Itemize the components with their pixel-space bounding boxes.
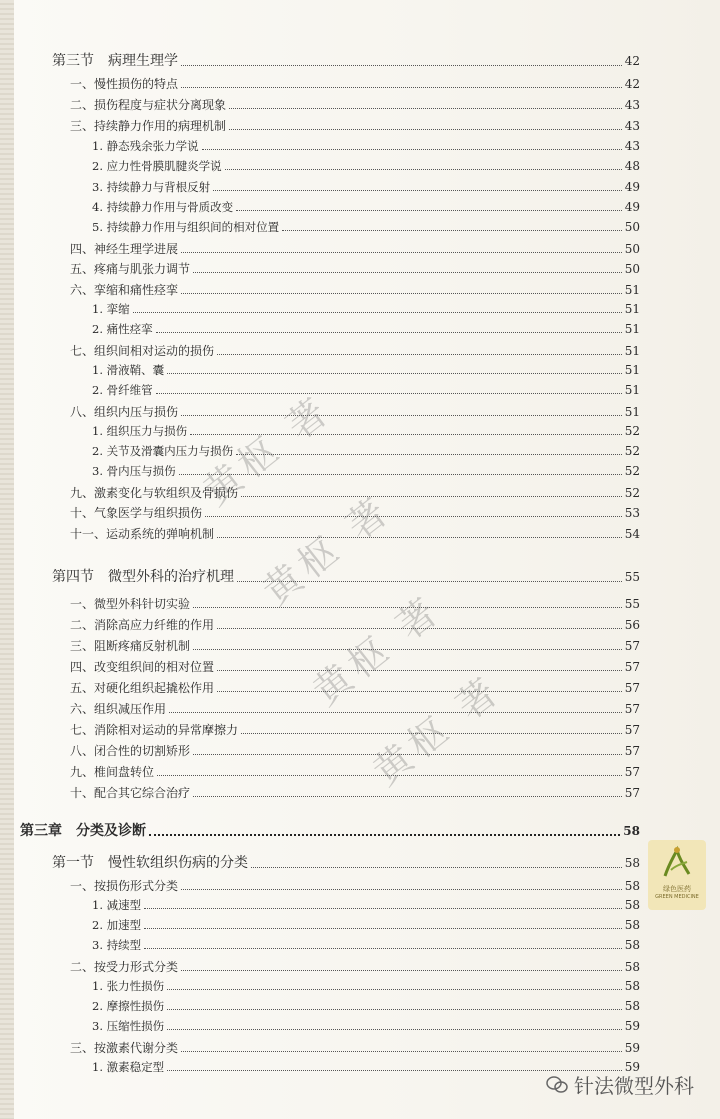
toc-entry-title: 2. 骨纤维管 <box>92 383 153 397</box>
toc-entry-title: 1. 静态残余张力学说 <box>92 139 199 153</box>
toc-entry-title: 七、组织间相对运动的损伤 <box>70 344 215 358</box>
wechat-icon <box>546 1076 568 1094</box>
toc-item-entry <box>92 917 640 933</box>
toc-entry-title: 2. 关节及滑囊内压力与损伤 <box>92 444 234 458</box>
toc-page-number: 55 <box>624 570 640 584</box>
toc-section-entry <box>52 852 640 872</box>
toc-page-number: 52 <box>624 424 640 438</box>
dot-leader <box>181 64 622 66</box>
toc-page-number: 52 <box>624 464 640 478</box>
toc-page-number: 49 <box>624 180 640 194</box>
toc-entry-title: 1. 滑液鞘、囊 <box>92 363 165 377</box>
toc-entry-title: 三、按激素代谢分类 <box>70 1041 179 1055</box>
toc-entry-title: 第三章 分类及诊断 <box>20 823 146 839</box>
dot-leader <box>217 353 622 355</box>
watermark: 黄枢 著 <box>304 586 450 714</box>
dot-leader <box>144 907 622 909</box>
dot-leader <box>241 495 622 497</box>
watermark: 黄枢 著 <box>364 666 510 794</box>
toc-item-entry <box>70 1039 640 1056</box>
toc-item-entry <box>70 240 640 257</box>
toc-page-number: 50 <box>624 242 640 256</box>
toc-entry-title: 3. 持续型 <box>92 938 142 952</box>
toc-item-entry <box>92 937 640 953</box>
toc-entry-title: 1. 组织压力与损伤 <box>92 424 188 438</box>
toc-entry-title: 八、闭合性的切割矫形 <box>70 744 191 758</box>
toc-entry-title: 二、按受力形式分类 <box>70 960 179 974</box>
toc-item-entry <box>70 595 640 612</box>
dot-leader <box>193 795 622 797</box>
toc-item-entry <box>70 958 640 975</box>
toc-entry-title: 3. 骨内压与损伤 <box>92 464 176 478</box>
toc-page-number: 58 <box>624 938 640 952</box>
toc-page-number: 58 <box>623 824 640 838</box>
dot-leader <box>181 888 622 890</box>
toc-entry-title: 一、慢性损伤的特点 <box>70 77 179 91</box>
toc-page-number: 49 <box>624 200 640 214</box>
toc-entry-title: 2. 痛性痉挛 <box>92 322 153 336</box>
toc-entry-title: 三、阻断疼痛反射机制 <box>70 639 191 653</box>
footer-label: 针法微型外科 <box>574 1074 694 1098</box>
toc-page-number: 52 <box>624 444 640 458</box>
dot-leader <box>236 209 622 211</box>
toc-entry-title: 1. 激素稳定型 <box>92 1060 165 1074</box>
logo-text: 绿色医药 <box>663 885 691 893</box>
toc-page-number: 58 <box>624 999 640 1013</box>
toc-page-number: 59 <box>624 1041 640 1055</box>
toc-entry-title: 1. 减速型 <box>92 898 142 912</box>
dot-leader <box>144 947 622 949</box>
dot-leader <box>156 331 622 333</box>
toc-page-number: 57 <box>624 723 640 737</box>
toc-item-entry <box>92 998 640 1014</box>
dot-leader <box>213 189 622 191</box>
toc-page-number: 57 <box>624 702 640 716</box>
toc-item-entry <box>92 463 640 479</box>
toc-item-entry <box>92 362 640 378</box>
toc-entry-title: 2. 加速型 <box>92 918 142 932</box>
toc-entry-title: 1. 张力性损伤 <box>92 979 165 993</box>
toc-entry-title: 第一节 慢性软组织伤病的分类 <box>52 855 248 871</box>
leaf-logo-icon <box>657 844 697 884</box>
toc-page-number: 59 <box>624 1019 640 1033</box>
dot-leader <box>181 251 622 253</box>
toc-entry-title: 二、消除高应力纤维的作用 <box>70 618 215 632</box>
toc-entry-title: 七、消除相对运动的异常摩擦力 <box>70 723 239 737</box>
watermark: 黄枢 著 <box>254 486 400 614</box>
toc-item-entry <box>92 301 640 317</box>
toc-page-number: 51 <box>624 302 640 316</box>
logo-subtext: GREEN MEDICINE <box>655 894 699 900</box>
toc-item-entry <box>92 978 640 994</box>
toc-page-number: 51 <box>624 405 640 419</box>
toc-item-entry <box>70 260 640 277</box>
dot-leader <box>229 107 622 109</box>
toc-entry-title: 八、组织内压与损伤 <box>70 405 179 419</box>
dot-leader <box>181 86 622 88</box>
dot-leader <box>202 148 622 150</box>
page-binding-edge <box>0 0 14 1119</box>
toc-page-number: 54 <box>624 527 640 541</box>
toc-page-number: 51 <box>624 283 640 297</box>
toc-entry-title: 3. 持续静力与背根反射 <box>92 180 211 194</box>
toc-page-number: 58 <box>624 979 640 993</box>
toc-page-number: 57 <box>624 681 640 695</box>
toc-item-entry <box>92 443 640 459</box>
dot-leader <box>181 1050 622 1052</box>
toc-entry-title: 一、按损伤形式分类 <box>70 879 179 893</box>
toc-page-number: 43 <box>624 139 640 153</box>
dot-leader <box>169 711 622 713</box>
toc-page-number: 51 <box>624 344 640 358</box>
toc-page-number: 55 <box>624 597 640 611</box>
toc-item-entry <box>92 179 640 195</box>
toc-entry-title: 四、神经生理学进展 <box>70 242 179 256</box>
toc-page-number: 42 <box>624 54 640 68</box>
toc-page-number: 51 <box>624 383 640 397</box>
toc-page-number: 53 <box>624 506 640 520</box>
toc-entry-title: 九、椎间盘转位 <box>70 765 155 779</box>
dot-leader <box>144 927 622 929</box>
toc-page-number: 50 <box>624 262 640 276</box>
toc-page-number: 58 <box>624 856 640 870</box>
toc-item-entry <box>70 784 640 801</box>
toc-item-entry <box>70 117 640 134</box>
toc-entry-title: 4. 持续静力作用与骨质改变 <box>92 200 234 214</box>
toc-entry-title: 四、改变组织间的相对位置 <box>70 660 215 674</box>
toc-entry-title: 2. 应力性骨膜肌腱炎学说 <box>92 159 222 173</box>
toc-item-entry <box>70 721 640 738</box>
dot-leader <box>225 168 622 170</box>
dot-leader <box>181 292 622 294</box>
toc-entry-title: 十、配合其它综合治疗 <box>70 786 191 800</box>
toc-item-entry <box>70 75 640 92</box>
watermark: 黄枢 著 <box>194 386 340 514</box>
toc-item-entry <box>92 423 640 439</box>
dot-leader <box>181 969 622 971</box>
dot-leader <box>217 536 622 538</box>
toc-page-number: 57 <box>624 639 640 653</box>
toc-section-entry <box>52 566 640 586</box>
toc-entry-title: 三、持续静力作用的病理机制 <box>70 119 227 133</box>
toc-entry-title: 2. 摩擦性损伤 <box>92 999 165 1013</box>
green-medicine-logo <box>648 840 706 910</box>
dot-leader <box>133 311 622 313</box>
toc-item-entry <box>92 897 640 913</box>
toc-item-entry <box>70 281 640 298</box>
dot-leader <box>229 128 622 130</box>
footer-account <box>546 1070 694 1099</box>
toc-item-entry <box>92 382 640 398</box>
toc-entry-title: 二、损伤程度与症状分离现象 <box>70 98 227 112</box>
toc-page-number: 57 <box>624 744 640 758</box>
toc-entry-title: 十、气象医学与组织损伤 <box>70 506 203 520</box>
toc-item-entry <box>92 199 640 215</box>
toc-item-entry <box>92 138 640 154</box>
toc-page-number: 56 <box>624 618 640 632</box>
dot-leader <box>167 988 622 990</box>
toc-page-number: 50 <box>624 220 640 234</box>
toc-entry-title: 1. 挛缩 <box>92 302 130 316</box>
toc-entry-title: 六、组织减压作用 <box>70 702 167 716</box>
toc-item-entry <box>92 158 640 174</box>
toc-entry-title: 六、挛缩和痛性痉挛 <box>70 283 179 297</box>
toc-page-number: 43 <box>624 119 640 133</box>
dot-leader <box>282 229 622 231</box>
toc-page-number: 58 <box>624 918 640 932</box>
toc-item-entry <box>70 742 640 759</box>
dot-leader <box>156 392 622 394</box>
toc-page-number: 58 <box>624 879 640 893</box>
dot-leader <box>181 414 622 416</box>
toc-entry-title: 九、激素变化与软组织及骨损伤 <box>70 486 239 500</box>
toc-item-entry <box>92 219 640 235</box>
dot-leader <box>193 271 622 273</box>
toc-section-entry <box>52 50 640 70</box>
toc-entry-title: 第三节 病理生理学 <box>52 53 178 69</box>
toc-page-number: 57 <box>624 660 640 674</box>
dot-leader <box>251 866 622 868</box>
toc-page-number: 51 <box>624 322 640 336</box>
toc-entry-title: 一、微型外科针切实验 <box>70 597 191 611</box>
toc-page-number: 52 <box>624 486 640 500</box>
toc-entry-title: 十一、运动系统的弹响机制 <box>70 527 215 541</box>
toc-item-entry <box>70 877 640 894</box>
dot-leader <box>167 1008 622 1010</box>
toc-page-number: 42 <box>624 77 640 91</box>
dot-leader <box>217 690 622 692</box>
toc-item-entry <box>70 403 640 420</box>
toc-page-number: 59 <box>624 1060 640 1074</box>
toc-item-entry <box>70 763 640 780</box>
toc-chapter-entry <box>20 820 640 840</box>
dot-leader <box>149 833 620 836</box>
toc-page-number: 57 <box>624 786 640 800</box>
toc-page-number: 43 <box>624 98 640 112</box>
dot-leader <box>167 372 622 374</box>
toc-page-number: 51 <box>624 363 640 377</box>
toc-entry-title: 五、对硬化组织起撬松作用 <box>70 681 215 695</box>
toc-entry-title: 五、疼痛与肌张力调节 <box>70 262 191 276</box>
toc-item-entry <box>92 1018 640 1034</box>
toc-item-entry <box>70 96 640 113</box>
toc-page-number: 58 <box>624 898 640 912</box>
toc-item-entry <box>70 700 640 717</box>
toc-item-entry <box>70 342 640 359</box>
dot-leader <box>167 1028 622 1030</box>
toc-entry-title: 第四节 微型外科的治疗机理 <box>52 569 234 585</box>
dot-leader <box>217 669 622 671</box>
toc-page-number: 48 <box>624 159 640 173</box>
toc-entry-title: 3. 压缩性损伤 <box>92 1019 165 1033</box>
dot-leader <box>205 515 622 517</box>
toc-page-number: 58 <box>624 960 640 974</box>
toc-item-entry <box>92 321 640 337</box>
toc-page-number: 57 <box>624 765 640 779</box>
toc-entry-title: 5. 持续静力作用与组织间的相对位置 <box>92 220 280 234</box>
